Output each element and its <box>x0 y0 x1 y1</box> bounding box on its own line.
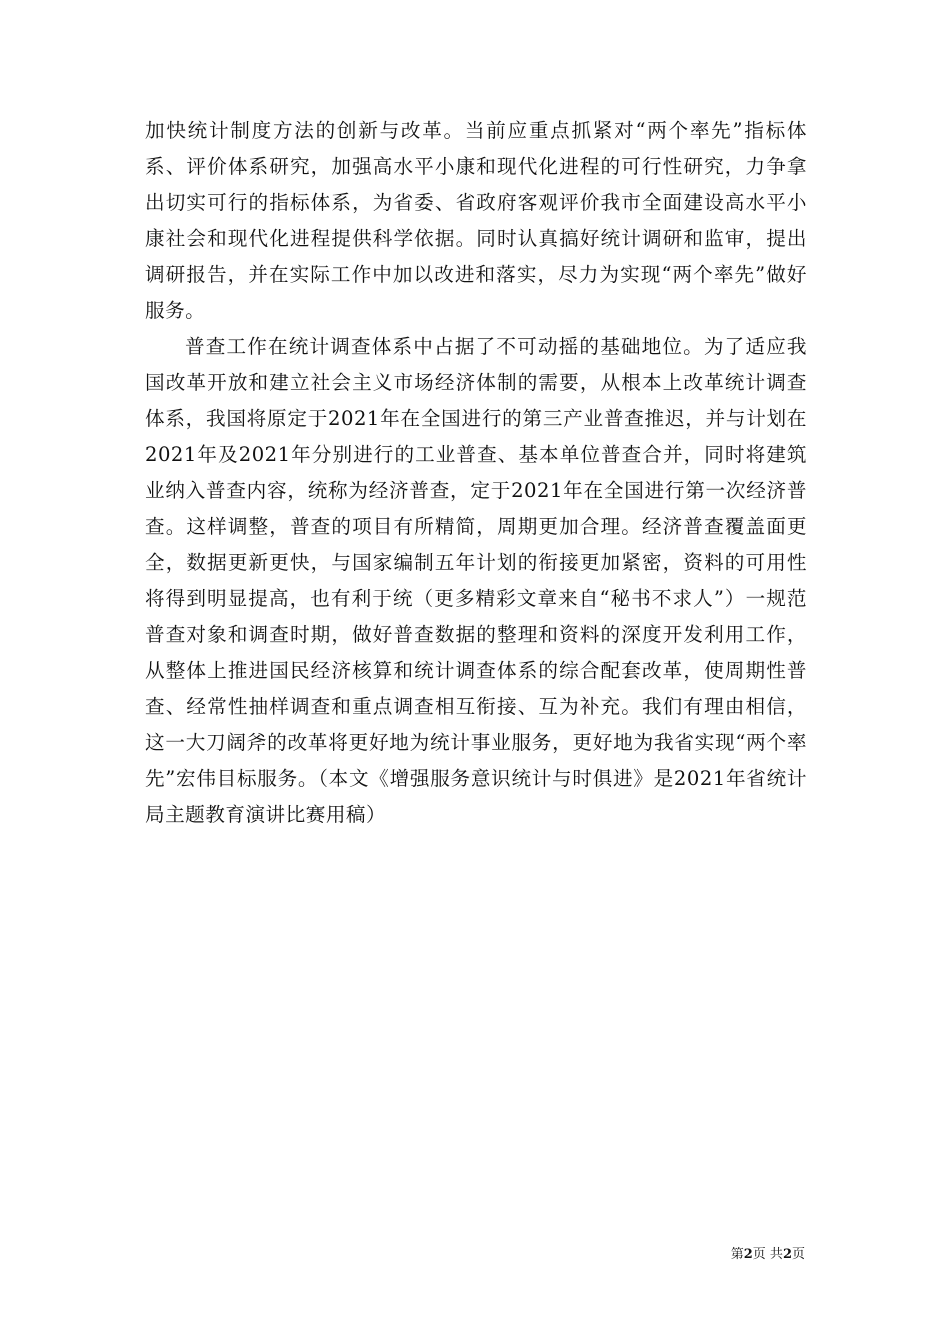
current-page-number: 2 <box>743 1247 753 1262</box>
footer-middle: 页 共 <box>752 1247 783 1262</box>
total-pages-number: 2 <box>782 1247 792 1262</box>
paragraph-1: 加快统计制度方法的创新与改革。当前应重点抓紧对“两个率先”指标体系、评价体系研究，加强高水平小康和现代化进程的可行性研究，力争拿出切实可行的指标体系，为省委、省政府客观评价我市全面建设高水平小康社会和现代化进程提供科学依据。同时认真搞好统计调研和监审，提出调研报告，并在实际工作中加以改进和落实，尽力为实现“两个率先”做好服务。 <box>145 119 807 322</box>
footer-prefix: 第 <box>730 1247 744 1262</box>
footer-suffix: 页 <box>791 1247 805 1262</box>
paragraph-2: 普查工作在统计调查体系中占据了不可动摇的基础地位。为了适应我国改革开放和建立社会主义市场经济体制的需要，从根本上改革统计调查体系，我国将原定于2021年在全国进行的第三产业普查推迟，并与计划在2021年及2021年分别进行的工业普查、基本单位普查合并，同时将建筑业纳入普查内容，统称为经济普查，定于2021年在全国进行第一次经济普查。这样调整，普查的项目有所精简，周期更加合理。经济普查覆盖面更全，数据更新更快，与国家编制五年计划的衔接更加紧密，资料的可用性将得到明显提高，也有利于统（更多精彩文章来自“秘书不求人”）一规范普查对象和调查时期，做好普查数据的整理和资料的深度开发利用工作，从整体上推进国民经济核算和统计调查体系的综合配套改革，使周期性普查、经常性抽样调查和重点调查相互衔接、互为补充。我们有理由相信，这一大刀阔斧的改革将更好地为统计事业服务，更好地为我省实现“两个率先”宏伟目标服务。（本文《增强服务意识统计与时俱进》是2021年省统计局主题教育演讲比赛用稿） <box>145 335 807 826</box>
document-body <box>145 113 807 833</box>
page-number-footer <box>731 1246 805 1264</box>
